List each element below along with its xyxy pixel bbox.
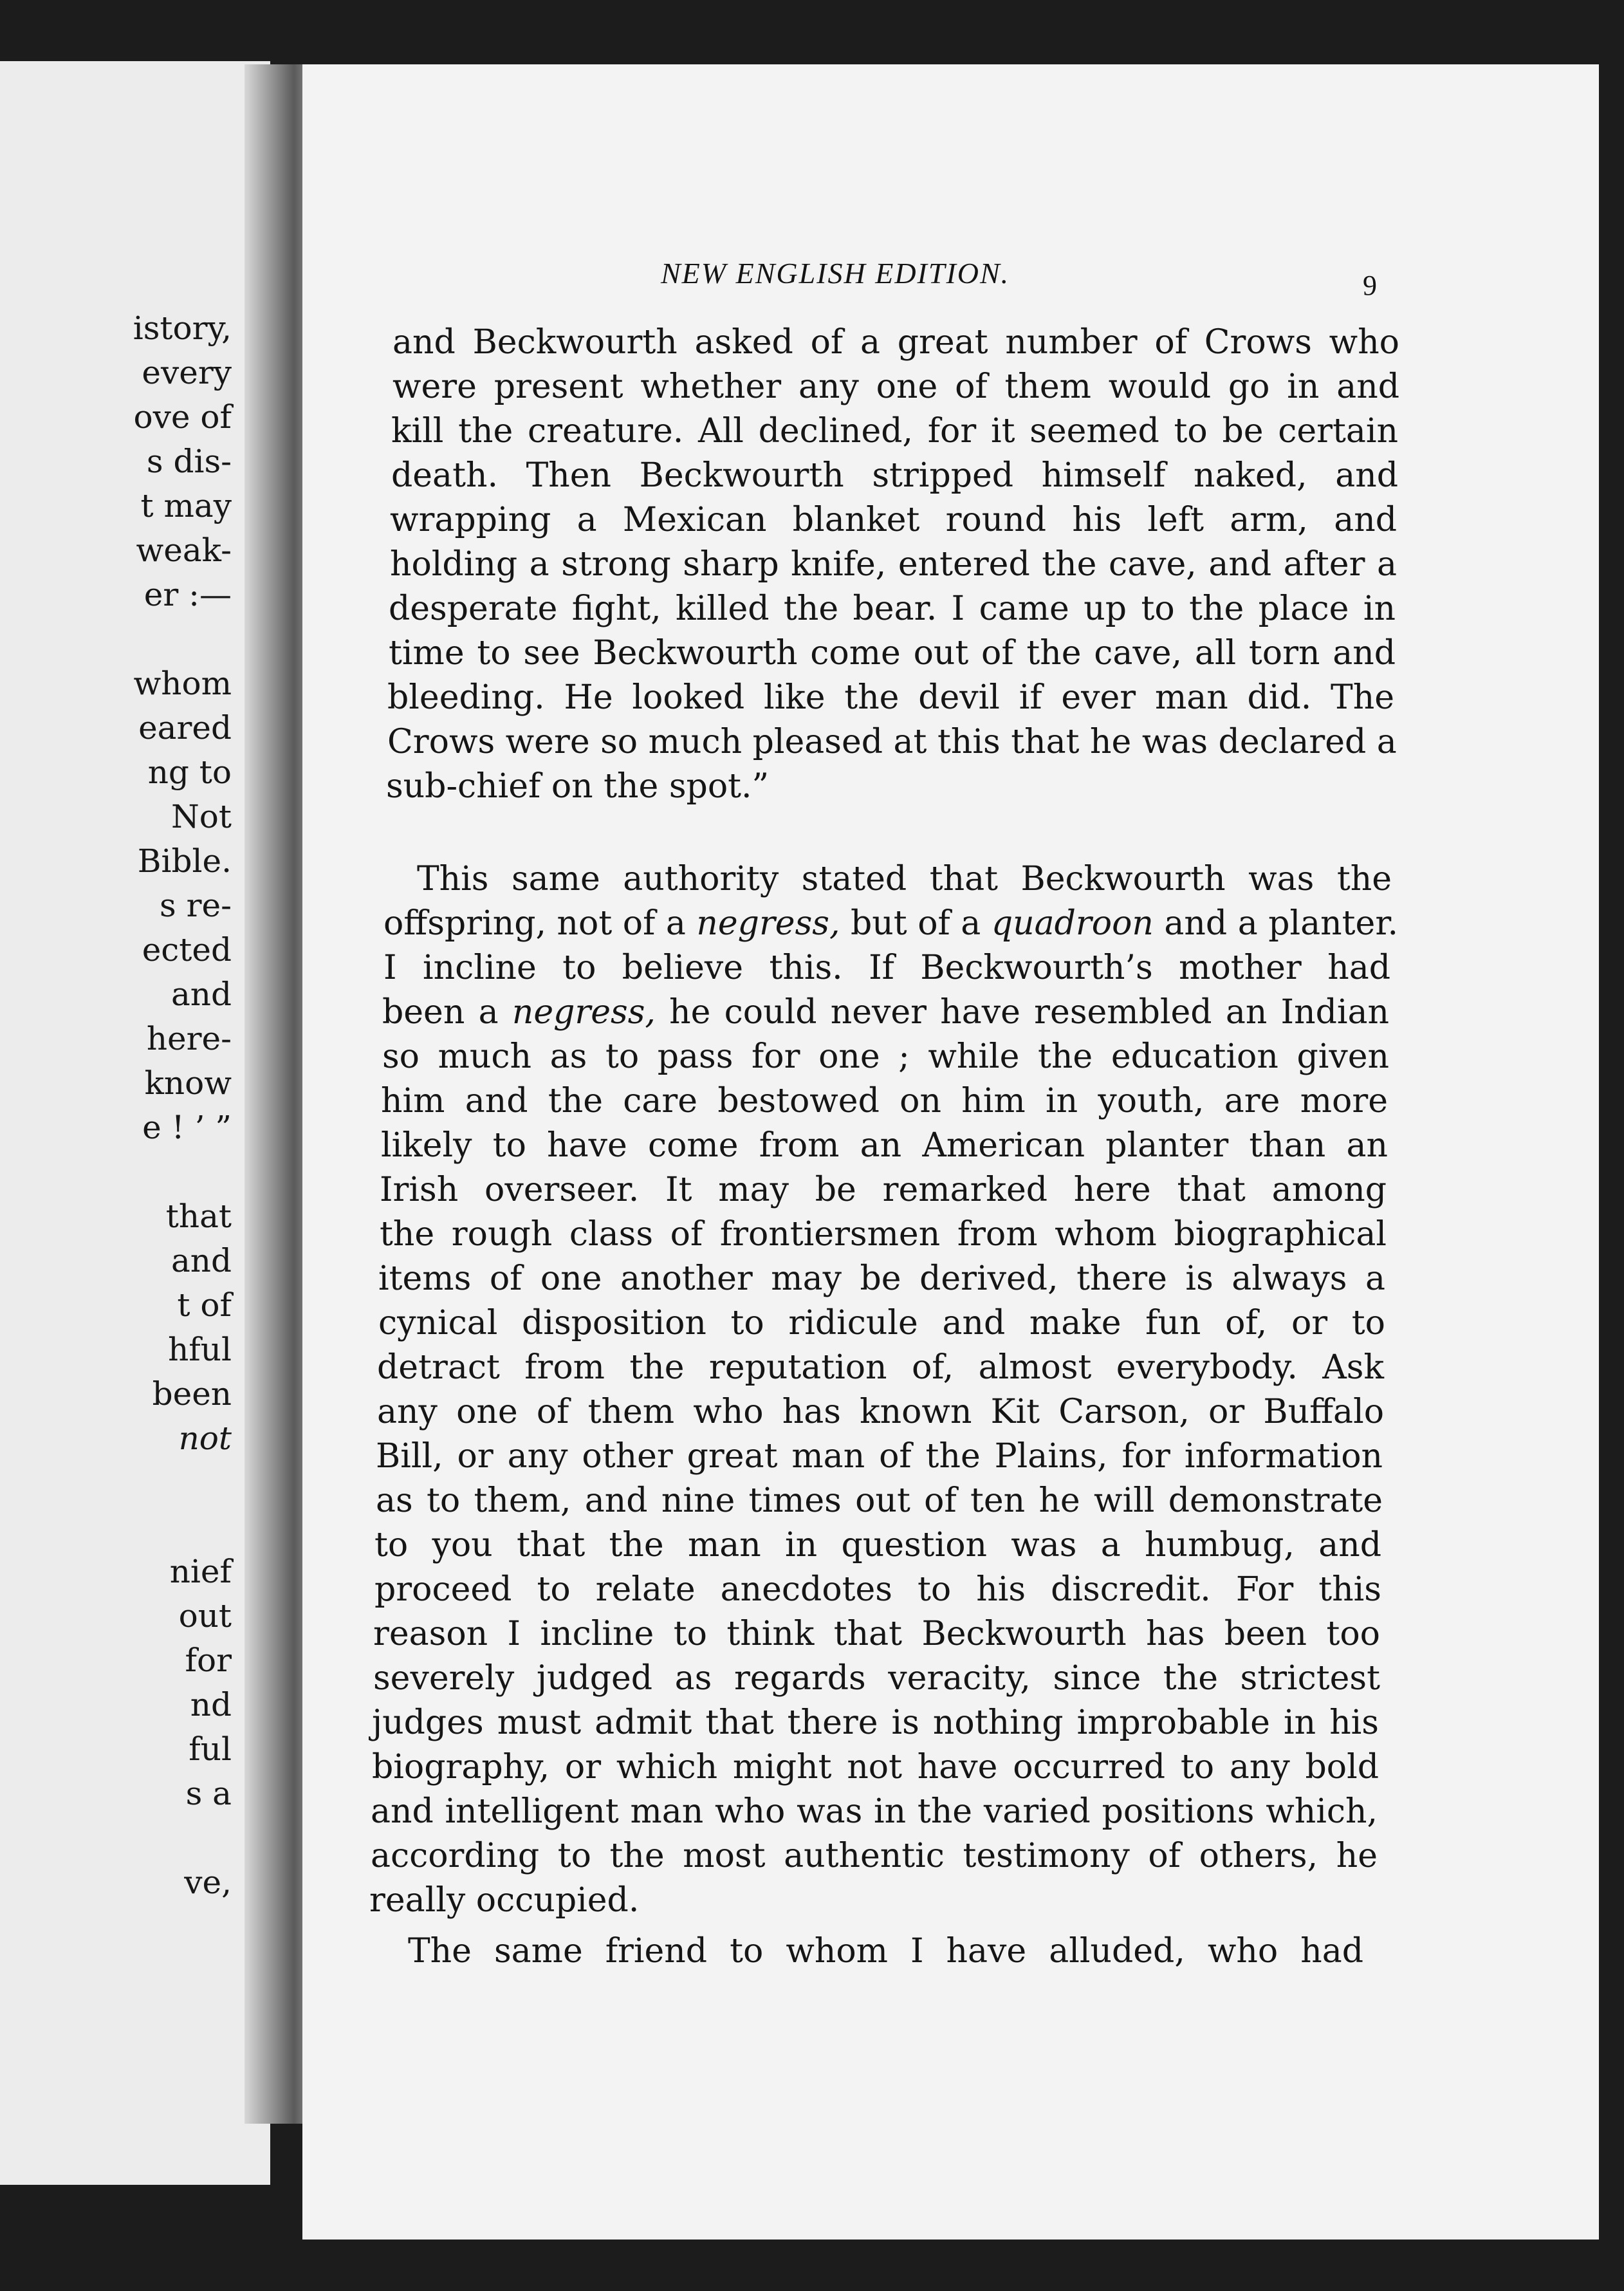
- facing-page-text-fragment: ful: [189, 1730, 232, 1768]
- text-line: death. Then Beckwourth stripped himself naked, and: [391, 456, 1398, 495]
- text-line: really occupied.: [369, 1881, 640, 1920]
- facing-page-text-fragment: every: [142, 354, 232, 391]
- text-line: offspring, not of a negress, but of a quadroon and a planter.: [383, 904, 1398, 943]
- facing-page-text-fragment: been: [152, 1375, 232, 1413]
- text-line: likely to have come from an American planter than an: [381, 1126, 1388, 1165]
- facing-page-text-fragment: ove of: [133, 398, 232, 436]
- text-line: I incline to believe this. If Beckwourth’s mother had: [383, 949, 1390, 987]
- text-line: time to see Beckwourth come out of the cave, all torn and: [389, 634, 1396, 672]
- text-line: holding a strong sharp knife, entered the cave, and after a: [390, 545, 1397, 584]
- text-line: any one of them who has known Kit Carson, or Buffalo: [377, 1393, 1384, 1431]
- facing-page-text-fragment: and: [171, 1242, 232, 1279]
- text-line: wrapping a Mexican blanket round his left arm, and: [390, 501, 1397, 539]
- text-line: desperate fight, killed the bear. I came up to the place in: [389, 589, 1396, 628]
- facing-page-text-fragment: know: [144, 1064, 232, 1102]
- text-line: according to the most authentic testimony of others, he: [371, 1837, 1378, 1875]
- text-line: as to them, and nine times out of ten he will demonstrate: [376, 1481, 1383, 1520]
- facing-page-text-fragment: s a: [185, 1775, 232, 1812]
- facing-page-text-fragment: that: [165, 1198, 232, 1235]
- facing-page-left: [0, 61, 270, 2185]
- text-line: reason I incline to think that Beckwourth has been too: [373, 1615, 1380, 1653]
- text-line: kill the creature. All declined, for it seemed to be certain: [391, 412, 1398, 450]
- text-line: Bill, or any other great man of the Plains, for information: [376, 1437, 1383, 1476]
- text-line: items of one another may be derived, there is always a: [378, 1259, 1385, 1298]
- facing-page-text-fragment: e ! ’ ”: [142, 1109, 232, 1146]
- italic-word: quadroon: [991, 904, 1154, 943]
- facing-page-text-fragment: nd: [190, 1686, 232, 1723]
- text-line: Crows were so much pleased at this that he was declared a: [387, 723, 1397, 761]
- facing-page-text-fragment: s re-: [160, 887, 232, 924]
- text-line: cynical disposition to ridicule and make fun of, or to: [378, 1304, 1385, 1342]
- running-head: NEW ENGLISH EDITION.: [661, 257, 1010, 290]
- text-line: bleeding. He looked like the devil if ever man did. The: [387, 678, 1394, 717]
- italic-word: negress,: [512, 993, 656, 1032]
- facing-page-text-fragment: ve,: [184, 1864, 232, 1901]
- text-line: proceed to relate anecdotes to his discredit. For this: [374, 1570, 1381, 1609]
- text-line: Irish overseer. It may be remarked here that among: [380, 1171, 1387, 1209]
- facing-page-text-fragment: t of: [177, 1286, 232, 1324]
- facing-page-text-fragment: ng to: [147, 754, 232, 791]
- text-line: were present whether any one of them would go in and: [392, 367, 1399, 406]
- facing-page-text-fragment: hful: [168, 1331, 232, 1368]
- facing-page-text-fragment: nief: [169, 1553, 232, 1590]
- facing-page-text-fragment: t may: [140, 487, 232, 524]
- text-line: so much as to pass for one ; while the education given: [382, 1037, 1389, 1076]
- facing-page-text-fragment: not: [178, 1420, 232, 1457]
- facing-page-text-fragment: out: [178, 1597, 232, 1635]
- text-line: and intelligent man who was in the varied positions which,: [371, 1792, 1378, 1831]
- facing-page-text-fragment: here-: [146, 1020, 232, 1057]
- text-line: judges must admit that there is nothing improbable in his: [372, 1703, 1379, 1742]
- text-line: The same friend to whom I have alluded, who had: [408, 1932, 1363, 1971]
- facing-page-text-fragment: Not: [171, 798, 232, 835]
- facing-page-text-fragment: ected: [142, 931, 232, 969]
- text-line: This same authority stated that Beckwourth was the: [417, 860, 1392, 898]
- text-line: him and the care bestowed on him in youth, are more: [381, 1082, 1388, 1120]
- facing-page-text-fragment: for: [185, 1642, 232, 1679]
- facing-page-text-fragment: eared: [138, 709, 232, 747]
- text-line: biography, or which might not have occurred to any bold: [372, 1748, 1379, 1786]
- text-line: severely judged as regards veracity, since the strictest: [373, 1659, 1380, 1698]
- page-number: 9: [1363, 270, 1377, 301]
- text-line: and Beckwourth asked of a great number of Crows who: [392, 323, 1399, 362]
- facing-page-text-fragment: whom: [133, 665, 232, 702]
- text-line: been a negress, he could never have resembled an Indian: [382, 993, 1389, 1032]
- text-line: the rough class of frontiersmen from whom biographical: [380, 1215, 1387, 1254]
- facing-page-text-fragment: er :—: [143, 576, 232, 613]
- italic-word: negress,: [696, 904, 840, 943]
- text-line: detract from the reputation of, almost everybody. Ask: [377, 1348, 1384, 1387]
- facing-page-text-fragment: s dis-: [146, 443, 232, 480]
- facing-page-text-fragment: Bible.: [137, 842, 232, 880]
- text-line: sub-chief on the spot.”: [386, 767, 770, 806]
- facing-page-text-fragment: weak-: [136, 532, 232, 569]
- facing-page-text-fragment: istory,: [133, 310, 232, 347]
- facing-page-text-fragment: and: [171, 976, 232, 1013]
- text-line: to you that the man in question was a humbug, and: [374, 1526, 1381, 1564]
